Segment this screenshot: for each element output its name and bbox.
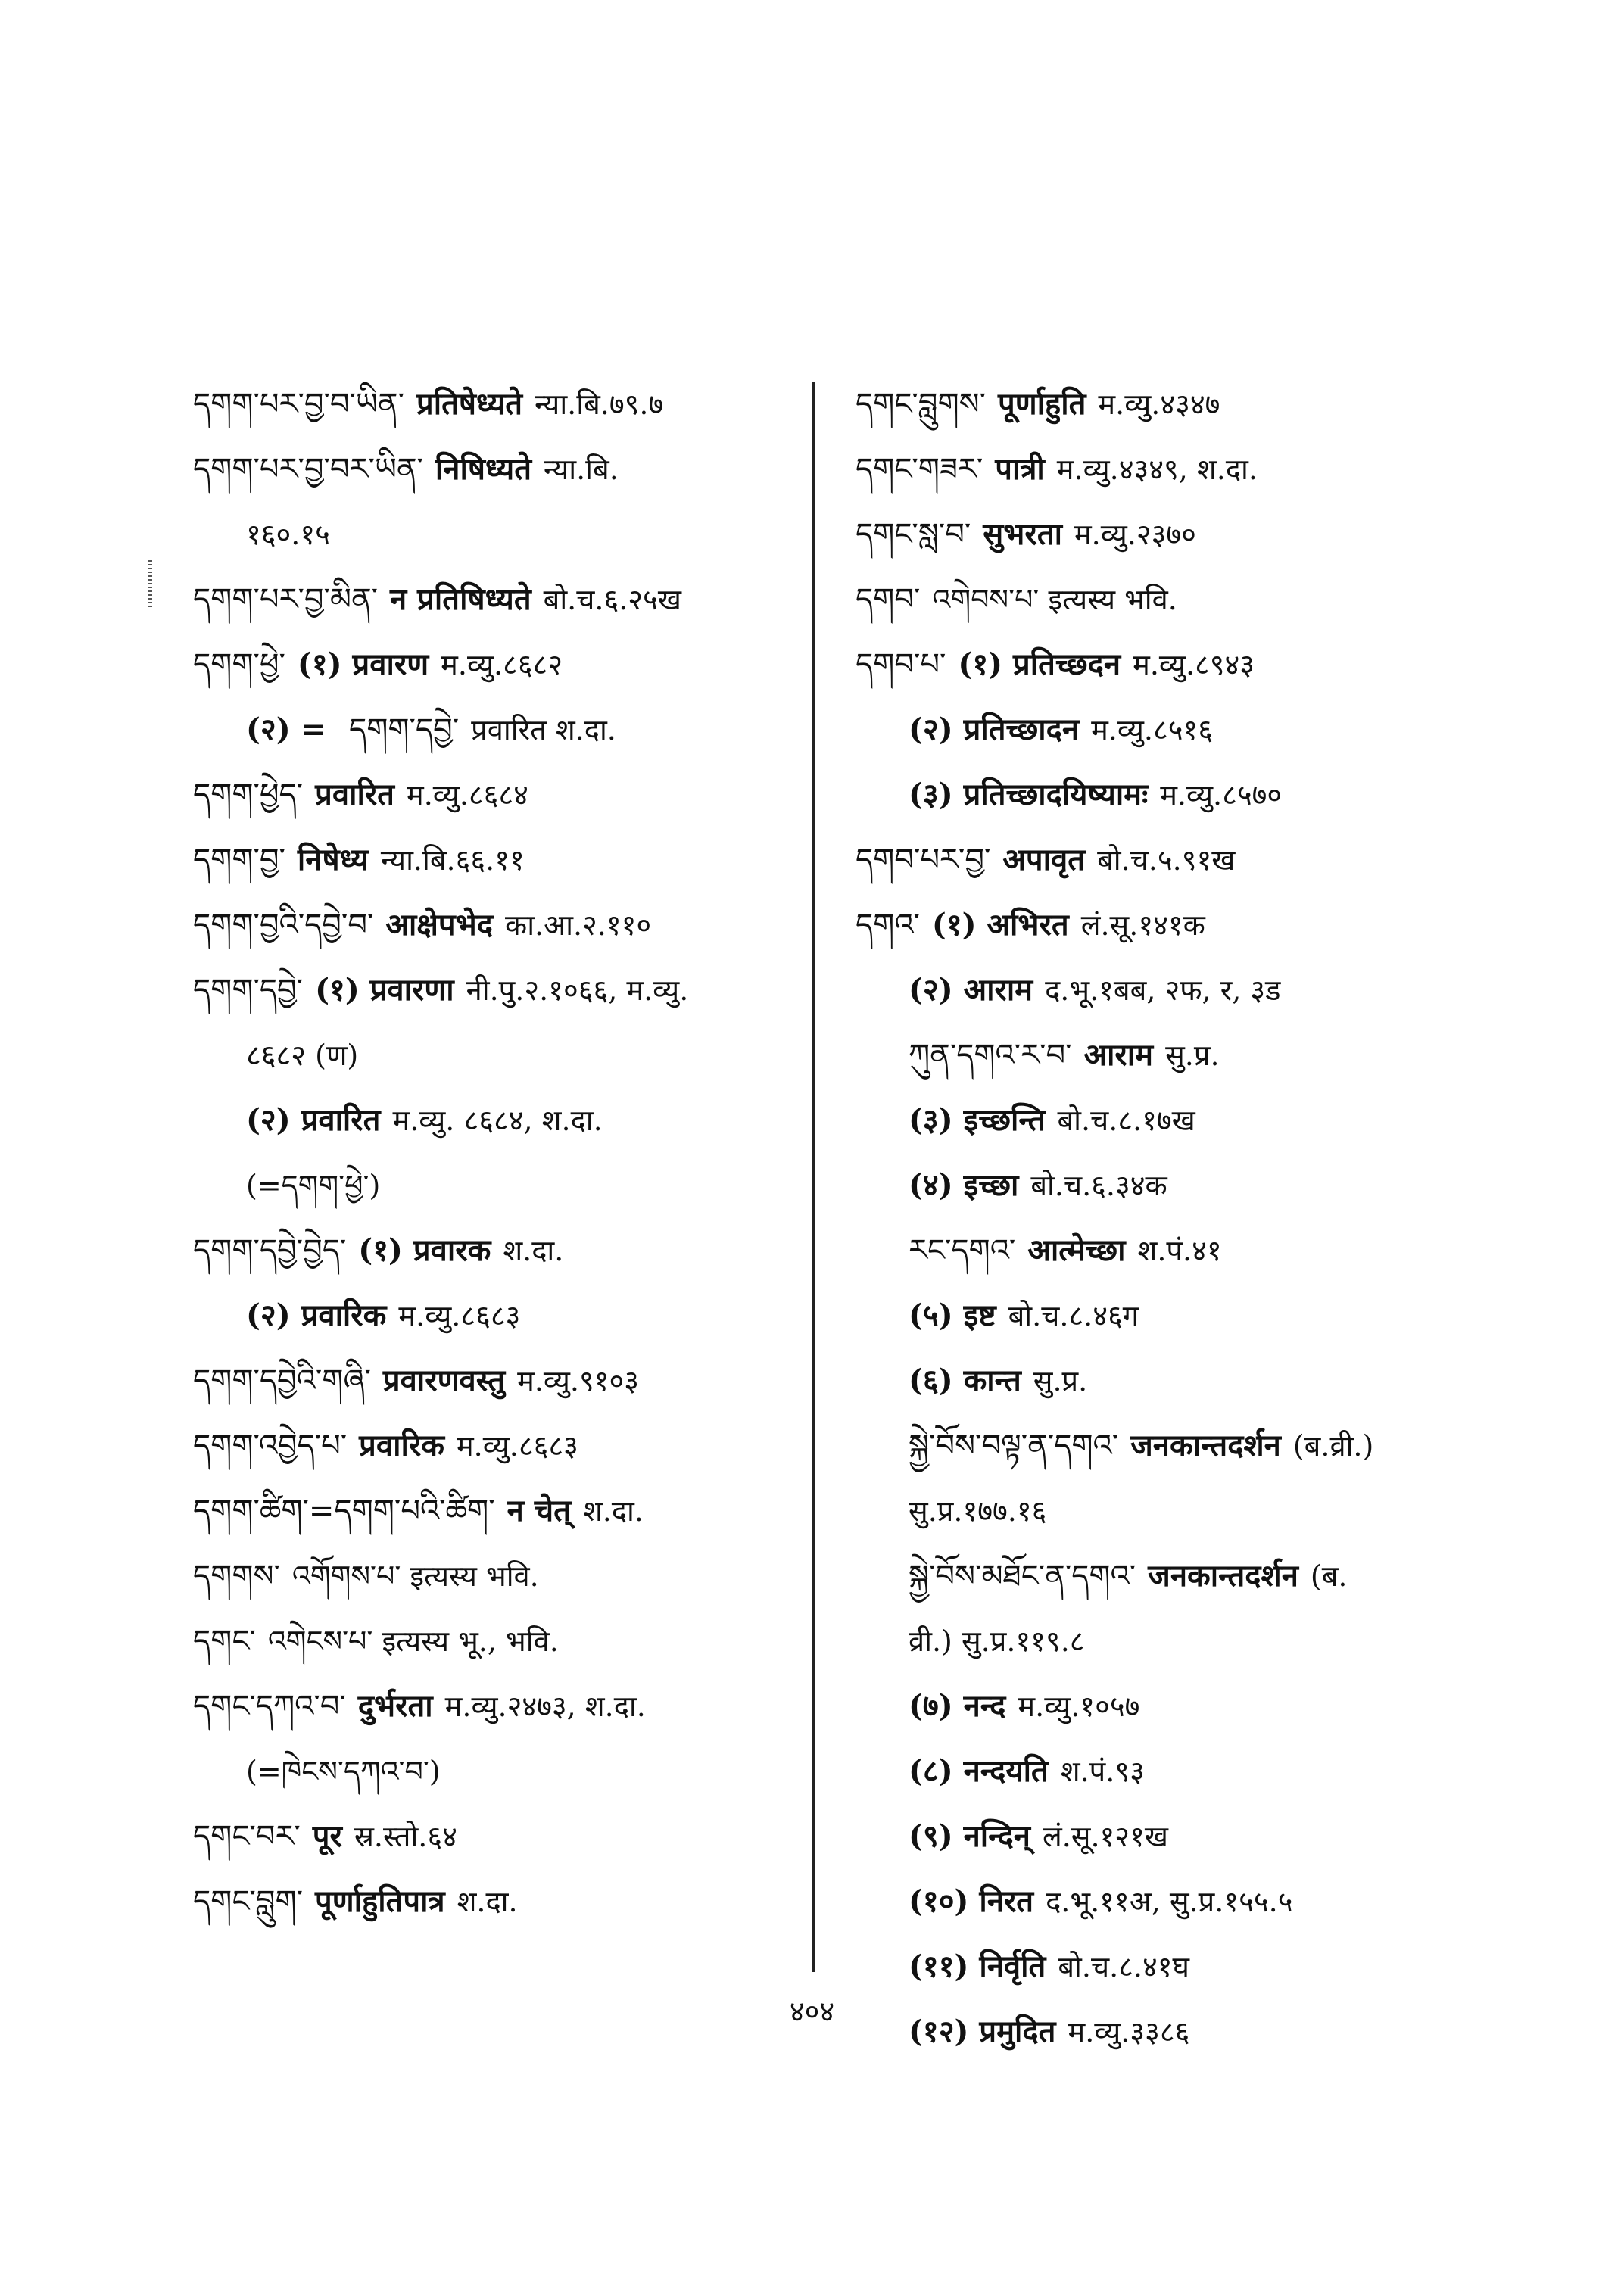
- sanskrit-term: पूर: [312, 1818, 342, 1854]
- entry-line: [856, 1087, 1476, 1152]
- reference: बो.च.६.२५ख: [543, 583, 681, 616]
- reference: बो.च.८.४१घ: [1058, 1950, 1189, 1983]
- tibetan-headword: དགགས་: [193, 1559, 280, 1594]
- entry-line: [193, 371, 799, 436]
- tibetan-headword: དགག་དབྱེ་: [193, 973, 304, 1008]
- sanskrit-term: (२) प्रतिच्छादन: [909, 712, 1080, 747]
- entry-line: [193, 696, 799, 762]
- sanskrit-term: आत्मेच्छा: [1027, 1232, 1126, 1268]
- reference: म.व्यु.८९४३: [1133, 648, 1255, 681]
- sanskrit-term: (२) =: [246, 712, 338, 747]
- reference: श.दा.: [457, 1885, 518, 1918]
- reference: म.व्यु.८५१६: [1091, 713, 1214, 746]
- entry-line: [193, 566, 799, 631]
- tibetan-headword: དགང་གཟར་: [856, 452, 983, 487]
- reference: म.व्यु.८६८३: [456, 1429, 578, 1463]
- reference: म.व्यु.४३४७: [1098, 388, 1220, 421]
- reference: म.व्यु.८५७०: [1160, 778, 1283, 812]
- reference: श.पं.९३: [1060, 1755, 1145, 1788]
- tibetan-headword: དགག་པར་བྱ་བ་ཡིན་: [193, 387, 404, 422]
- entry-line: [193, 827, 799, 892]
- reference: (ब.: [1310, 1559, 1348, 1593]
- sanskrit-term: पात्री: [995, 451, 1045, 487]
- reference: म.व्यु.३३८६: [1068, 2015, 1190, 2048]
- tibetan-headword: དགང་དཀའ་བ་: [193, 1689, 346, 1724]
- tibetan-headword: དགའ་: [856, 908, 920, 942]
- tibetan-headword: སྐྱེ་བོས་བལྟ་ན་དགའ་: [909, 1428, 1119, 1463]
- entry-line: [856, 631, 1476, 696]
- sanskrit-term: (३) इच्छन्ति: [909, 1102, 1046, 1138]
- sanskrit-term: (२) आराम: [909, 972, 1033, 1008]
- sanskrit-term: (६) कान्त: [909, 1363, 1021, 1398]
- page-number: ४०४: [789, 1995, 835, 2028]
- entry-line: [856, 1022, 1476, 1087]
- sanskrit-term: न चेत्: [507, 1493, 571, 1528]
- entry-line: [193, 1022, 799, 1087]
- entry-line: [856, 957, 1476, 1022]
- sanskrit-term: प्रवारणवस्तु: [382, 1363, 506, 1398]
- entry-line: [856, 1152, 1476, 1217]
- right-column: [856, 371, 1476, 2064]
- sanskrit-term: (११) निर्वृति: [909, 1949, 1046, 1984]
- sanskrit-term: (१) प्रवारक: [358, 1232, 491, 1268]
- sanskrit-term: आक्षेपभेद: [385, 907, 494, 942]
- reference: लं.सू.१४१क: [1080, 908, 1205, 942]
- entry-line: [856, 1347, 1476, 1413]
- tibetan-headword: དགང་བར་: [193, 1819, 301, 1854]
- sanskrit-term: न प्रतिषिध्यते: [390, 581, 531, 617]
- sanskrit-term: (१) प्रवारण: [297, 646, 429, 682]
- entry-line: [193, 1347, 799, 1413]
- reference: འགེངས་པ་ इत्यस्य भू., भवि.: [267, 1625, 559, 1658]
- entry-line: [193, 1478, 799, 1543]
- reference: श.दा.: [503, 1234, 564, 1267]
- reference: म.व्यु.८६८२: [441, 648, 563, 681]
- reference: འགེབས་པ་ इत्यस्य भवि.: [932, 583, 1177, 616]
- left-column: [193, 371, 799, 1933]
- sanskrit-term: (२) प्रवारिक: [246, 1298, 387, 1333]
- entry-line: [193, 631, 799, 696]
- entry-line: [193, 501, 799, 566]
- sanskrit-term: (१) प्रतिच्छदन: [958, 646, 1121, 682]
- entry-line: [193, 1608, 799, 1673]
- entry-line: [856, 371, 1476, 436]
- tibetan-headword: དགང་བླུགས་: [856, 387, 986, 422]
- reference: म.व्यु.२३७०: [1074, 518, 1196, 551]
- entry-line: [856, 1543, 1476, 1608]
- sanskrit-term: दुर्भरता: [357, 1688, 433, 1724]
- sanskrit-term: आराम: [1083, 1037, 1154, 1073]
- tibetan-headword: དགག་ཕྱེད་: [193, 777, 304, 812]
- reference: द.भू.११अ, सु.प्र.१५५.५: [1046, 1885, 1293, 1918]
- reference: न्या.बि.६६.११: [380, 843, 525, 877]
- reference: सु.प्र.: [1165, 1039, 1220, 1072]
- sanskrit-term: (३) प्रतिच्छादयिष्यामः: [909, 777, 1149, 812]
- sanskrit-term: (८) नन्दयति: [909, 1753, 1049, 1789]
- entry-line: [193, 1868, 799, 1933]
- sanskrit-term: पूर्णाहुति: [998, 386, 1086, 422]
- entry-line: [856, 1478, 1476, 1543]
- sanskrit-term: (१०) निरत: [909, 1883, 1034, 1919]
- sanskrit-term: प्रवारित: [315, 777, 394, 812]
- sanskrit-term: जनकान्तदर्शन: [1148, 1558, 1298, 1594]
- reference: म.व्यु.२४७३, श.दा.: [444, 1690, 646, 1723]
- sanskrit-term: निषिध्यते: [435, 451, 532, 487]
- sanskrit-term: निषेध्य: [297, 842, 369, 877]
- entry-line: [856, 696, 1476, 762]
- reference: म.व्यु.४३४९, श.दा.: [1056, 453, 1258, 486]
- entry-line: [856, 566, 1476, 631]
- tibetan-headword: དགག་འབྱེད་པ་: [193, 1428, 348, 1463]
- reference: बो.च.८.४६ग: [1008, 1299, 1139, 1332]
- scan-mark: [148, 560, 152, 607]
- reference: १६०.१५: [246, 518, 330, 551]
- sanskrit-term: (१) प्रवारणा: [315, 972, 454, 1008]
- sanskrit-term: (२) प्रवारित: [246, 1102, 381, 1138]
- entry-line: [856, 892, 1476, 957]
- tibetan-headword: དགག་དབྱེ་བྱེད་: [193, 1233, 347, 1268]
- tibetan-headword: རང་དགའ་: [909, 1233, 1016, 1268]
- reference: बो.च.६.३४क: [1030, 1169, 1167, 1202]
- tibetan-headword: ཀུན་དགའ་ར་བ་: [909, 1038, 1072, 1073]
- entry-line: [193, 1282, 799, 1347]
- tibetan-headword: དགག་བྱའི་དབྱེ་བ་: [193, 908, 374, 942]
- tibetan-headword: དགང་: [193, 1624, 256, 1659]
- sanskrit-term: (९) नन्दिन्: [909, 1818, 1030, 1854]
- entry-line: [193, 892, 799, 957]
- sanskrit-term: जनकान्तदर्शन: [1130, 1428, 1281, 1463]
- tibetan-headword: སྐྱེ་བོས་མཐོང་ན་དགའ་: [909, 1559, 1136, 1594]
- reference: नी.पु.२.१०६६, म.व्यु.: [466, 974, 689, 1007]
- entry-line: [856, 1803, 1476, 1868]
- reference: व्री.) सु.प्र.११९.८: [909, 1625, 1085, 1658]
- reference: न्या.बि.७९.७: [535, 388, 664, 421]
- sanskrit-term: (१२) प्रमुदित: [909, 2014, 1056, 2049]
- reference: सु.प्र.१७७.१६: [909, 1494, 1047, 1528]
- tibetan-headword: དགབ་པ་: [856, 647, 946, 682]
- sanskrit-term: (४) इच्छा: [909, 1167, 1019, 1203]
- entry-line: [193, 1152, 799, 1217]
- entry-line: [193, 762, 799, 827]
- tibetan-headword: དགག་ཚིག་=དགག་པའི་ཚིག་: [193, 1494, 495, 1528]
- tibetan-headword: དགང་བླུག་: [193, 1884, 303, 1919]
- entry-line: [193, 1738, 799, 1803]
- reference: म.व्यु. ८६८४, श.दा.: [392, 1104, 603, 1137]
- sanskrit-term: सुभरता: [983, 516, 1062, 552]
- entry-line: [193, 1413, 799, 1478]
- reference: म.व्यु.८६८३: [398, 1299, 521, 1332]
- reference: म.व्यु.१०५७: [1018, 1690, 1140, 1723]
- entry-line: [193, 436, 799, 501]
- sanskrit-term: प्रतिषेध्यते: [416, 386, 523, 422]
- tibetan-headword: དགབ་པར་བྱ་: [856, 843, 991, 877]
- entry-line: [193, 1803, 799, 1868]
- entry-line: [856, 436, 1476, 501]
- reference: श.दा.: [582, 1494, 644, 1528]
- entry-line: [193, 1217, 799, 1282]
- entry-line: [856, 762, 1476, 827]
- tibetan-headword: དགང་སླ་བ་: [856, 517, 971, 552]
- reference: འགོགས་པ་ इत्यस्य भवि.: [291, 1559, 539, 1593]
- sanskrit-term: पूर्णाहुतिपात्र: [315, 1883, 445, 1919]
- entry-line: [856, 1673, 1476, 1738]
- entry-line: [856, 1608, 1476, 1673]
- tibetan-headword: དགག་པར་བྱ་མིན་: [193, 582, 379, 617]
- entry-line: [193, 1673, 799, 1738]
- entry-line: [856, 1933, 1476, 1999]
- tibetan-headword: དགག་ཕྱེ་: [193, 647, 285, 682]
- reference: (=ཁེངས་དཀའ་བ་): [246, 1755, 441, 1788]
- reference: का.आ.२.११०: [505, 908, 652, 942]
- entry-line: [193, 957, 799, 1022]
- reference: म.व्यु.८६८४: [406, 778, 528, 812]
- tibetan-headword: དགག་བྱ་: [193, 843, 285, 877]
- reference: प्रवारित श.दा.: [471, 713, 616, 746]
- tibetan-headword: དགག་དབྱེའི་གཞི་: [193, 1363, 371, 1398]
- tibetan-headword: དགག་པར་བྱ་བར་ཡིན་: [193, 452, 423, 487]
- entry-line: [856, 501, 1476, 566]
- entry-line: [193, 1087, 799, 1152]
- reference: बो.च.५.९१ख: [1097, 843, 1236, 877]
- entry-line: [856, 1413, 1476, 1478]
- sanskrit-term: (७) नन्द: [909, 1688, 1006, 1724]
- reference: (ब.व्री.): [1292, 1429, 1374, 1463]
- sanskrit-term: (५) इष्ट: [909, 1298, 996, 1333]
- reference: श.पं.४१: [1137, 1234, 1222, 1267]
- reference: सु.प्र.: [1033, 1364, 1088, 1397]
- entry-line: [856, 1282, 1476, 1347]
- entry-line: [856, 827, 1476, 892]
- entry-line: [856, 1868, 1476, 1933]
- entry-line: [193, 1543, 799, 1608]
- column-divider: [812, 382, 815, 1972]
- reference: बो.च.८.१७ख: [1057, 1104, 1195, 1137]
- entry-line: [856, 1738, 1476, 1803]
- reference: (=དགག་ཕྱེ་): [246, 1169, 381, 1202]
- reference: म.व्यु.९१०३: [517, 1364, 640, 1397]
- reference: ८६८२ (ण): [246, 1039, 359, 1072]
- entry-line: [856, 1217, 1476, 1282]
- sanskrit-term: अपावृत: [1002, 842, 1086, 877]
- reference: लं.सू.१२१ख: [1042, 1820, 1168, 1853]
- reference: न्या.बि.: [544, 453, 619, 486]
- tibetan-headword: དགག་དབྱེ་: [349, 712, 460, 747]
- sanskrit-term: प्रवारिक: [359, 1428, 444, 1463]
- tibetan-headword: དགབ་: [856, 582, 921, 617]
- reference: द.भू.१बब, २फ, र, ३ड: [1045, 974, 1281, 1007]
- reference: स्र.स्तो.६४: [354, 1820, 457, 1853]
- sanskrit-term: (१) अभिरत: [931, 907, 1069, 942]
